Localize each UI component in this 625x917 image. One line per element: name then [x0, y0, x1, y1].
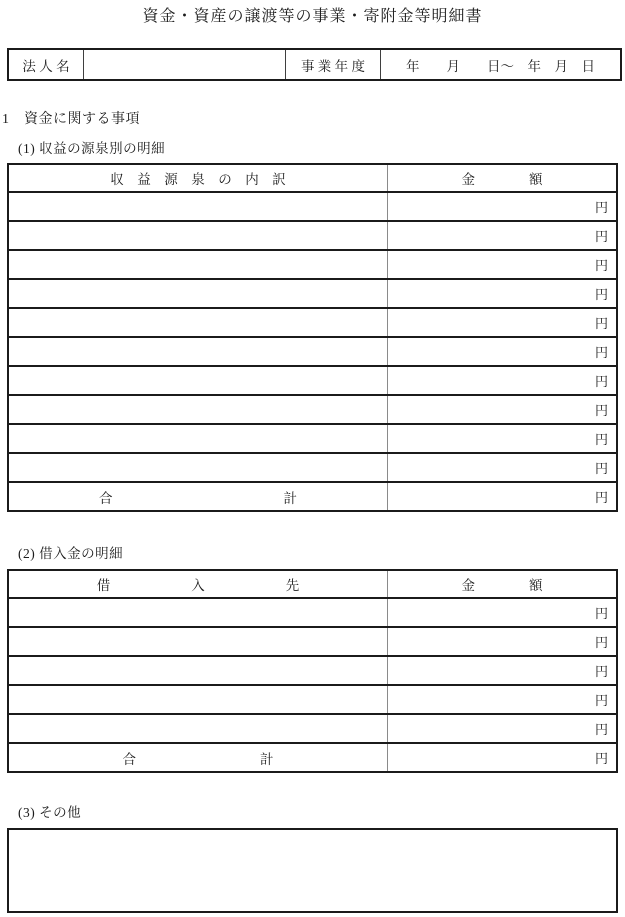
income-amount-cell[interactable] [388, 309, 616, 336]
income-breakdown-cell[interactable] [9, 222, 388, 249]
yen-unit-label: 円 [594, 664, 608, 679]
borrowings-amount-cell[interactable] [388, 599, 616, 626]
income-row [9, 191, 616, 220]
income-amount-cell[interactable] [388, 193, 616, 220]
borrowings-table [7, 569, 618, 773]
income-row [9, 365, 616, 394]
income-amount-column-header: 金 額 [461, 172, 543, 187]
borrowings-row [9, 684, 616, 713]
income-row [9, 336, 616, 365]
total-label-right: 計 [283, 490, 297, 506]
borrowings-row [9, 655, 616, 684]
borrowings-amount-column-header: 金 額 [461, 578, 543, 593]
income-row [9, 249, 616, 278]
subsection-2-heading: (2) 借入金の明細 [18, 546, 124, 561]
income-row [9, 394, 616, 423]
total-label-right: 計 [260, 751, 274, 767]
yen-unit-label: 円 [594, 287, 608, 302]
income-breakdown-cell[interactable] [9, 309, 388, 336]
income-amount-cell[interactable] [388, 251, 616, 278]
borrowings-table-header-row [9, 571, 616, 597]
income-row [9, 220, 616, 249]
income-amount-cell[interactable] [388, 454, 616, 481]
borrowings-total-label-cell [9, 744, 388, 771]
yen-unit-label: 円 [594, 432, 608, 447]
page-title: 資金・資産の譲渡等の事業・寄附金等明細書 [142, 8, 483, 25]
income-breakdown-cell[interactable] [9, 280, 388, 307]
yen-unit-label: 円 [594, 606, 608, 621]
yen-unit-label: 円 [594, 200, 608, 215]
income-total-amount-cell[interactable] [388, 483, 616, 510]
income-breakdown-cell[interactable] [9, 396, 388, 423]
yen-unit-label: 円 [594, 722, 608, 737]
lender-cell[interactable] [9, 599, 388, 626]
income-source-table [7, 163, 618, 512]
income-breakdown-cell[interactable] [9, 338, 388, 365]
income-row [9, 307, 616, 336]
borrowings-total-row [9, 742, 616, 771]
yen-unit-label: 円 [594, 229, 608, 244]
yen-unit-label: 円 [594, 751, 608, 766]
income-amount-cell[interactable] [388, 222, 616, 249]
corp-name-input-cell[interactable] [83, 50, 285, 79]
yen-unit-label: 円 [594, 258, 608, 273]
income-breakdown-cell[interactable] [9, 454, 388, 481]
lender-cell[interactable] [9, 657, 388, 684]
borrowings-total-amount-cell[interactable] [388, 744, 616, 771]
subsection-3-heading: (3) その他 [18, 805, 82, 820]
lender-cell[interactable] [9, 628, 388, 655]
borrowings-amount-cell[interactable] [388, 686, 616, 713]
income-amount-cell[interactable] [388, 396, 616, 423]
total-label-left: 合 [99, 490, 113, 506]
income-row [9, 423, 616, 452]
income-breakdown-cell[interactable] [9, 251, 388, 278]
income-amount-cell[interactable] [388, 367, 616, 394]
total-label-left: 合 [122, 751, 136, 767]
yen-unit-label: 円 [594, 635, 608, 650]
fiscal-year-label: 事 業 年 度 [285, 50, 380, 79]
yen-unit-label: 円 [594, 345, 608, 360]
income-breakdown-column-header: 収 益 源 泉 の 内 訳 [9, 165, 388, 191]
other-notes-box[interactable] [7, 828, 618, 913]
lender-cell[interactable] [9, 686, 388, 713]
income-table-header-row [9, 165, 616, 191]
subsection-1-heading: (1) 収益の源泉別の明細 [18, 141, 166, 156]
income-amount-cell[interactable] [388, 280, 616, 307]
fiscal-period-value: 年 月 日～ 年 月 日 [380, 50, 620, 79]
yen-unit-label: 円 [594, 316, 608, 331]
income-breakdown-cell[interactable] [9, 193, 388, 220]
borrowings-amount-cell[interactable] [388, 657, 616, 684]
income-amount-cell[interactable] [388, 425, 616, 452]
corp-name-label: 法 人 名 [22, 58, 70, 74]
yen-unit-label: 円 [594, 490, 608, 505]
yen-unit-label: 円 [594, 374, 608, 389]
income-total-row [9, 481, 616, 510]
yen-unit-label: 円 [594, 403, 608, 418]
income-row [9, 452, 616, 481]
income-breakdown-cell[interactable] [9, 425, 388, 452]
income-row [9, 278, 616, 307]
yen-unit-label: 円 [594, 461, 608, 476]
borrowings-row [9, 597, 616, 626]
income-total-label-cell [9, 483, 388, 510]
yen-unit-label: 円 [594, 693, 608, 708]
borrowings-amount-cell[interactable] [388, 715, 616, 742]
section-1-heading: 1 資金に関する事項 [2, 112, 140, 127]
lender-cell[interactable] [9, 715, 388, 742]
borrowings-row [9, 626, 616, 655]
income-breakdown-cell[interactable] [9, 367, 388, 394]
income-amount-cell[interactable] [388, 338, 616, 365]
borrowings-amount-cell[interactable] [388, 628, 616, 655]
corp-fiscal-header-table [7, 48, 622, 81]
lender-column-header: 借 入 先 [9, 571, 388, 597]
borrowings-row [9, 713, 616, 742]
